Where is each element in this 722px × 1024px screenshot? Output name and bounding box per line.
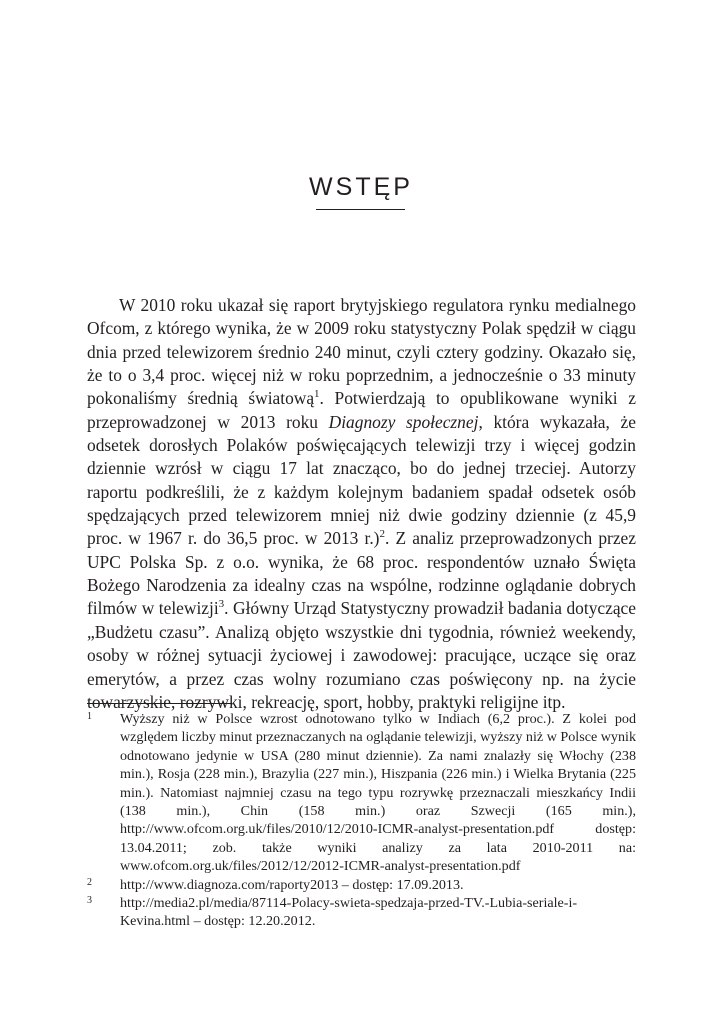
body-paragraph (87, 294, 636, 714)
footnote-separator (87, 703, 232, 704)
body-text-segment: W 2010 roku ukazał się raport brytyjskiego regulatora rynku medialnego Ofcom, z którego wynika, że w 2009 roku statystyczny Polak spędził w ciągu dnia przed telewizorem średnio 240 minut, czyli cztery godziny. Okazało się, że to o 3,4 proc. więcej niż w roku poprzednim, a jednocześnie o 33 minuty pokonaliśmy średnią światową (87, 295, 636, 409)
body-text-segment: . Potwierdzają to opublikowane wyniki z przeprowadzonej w 2013 roku (87, 388, 636, 432)
footnote-reference-1: 1 (314, 388, 320, 401)
footnote-number: 3 (87, 895, 92, 907)
footnote-text: Wyższy niż w Polsce wzrost odnotowano tylko w Indiach (6,2 proc.). Z kolei pod względem liczby minut przeznaczanych na oglądanie telewizji, wyższy niż w Polsce wynik odnotowano jedynie w USA (280 minut dziennie). Za nami znalazły się Włochy (238 min.), Rosja (228 min.), Brazylia (227 min.), Hiszpania (226 min.) i Wielka Brytania (225 min.). Natomiast najmniej czasu na tego typu rozrywkę przeznaczali mieszkańcy Indii (138 min.), Chin (158 min.) oraz Szwecji (165 min.), http://www.ofcom.org.uk/files/2010/12/2010-ICMR-analyst-presentation.pdf dostęp: 13.04.2011; zob. także wyniki analizy za lata 2010-2011 na: www.ofcom.org.uk/files/2012/12/2012-ICMR-analyst-presentation.pdf (120, 711, 636, 875)
footnote-1 (87, 710, 636, 876)
footnote-text: http://www.diagnoza.com/raporty2013 – dostęp: 17.09.2013. (120, 876, 464, 893)
footnote-reference-3: 3 (218, 598, 225, 611)
footnote-number: 1 (87, 711, 92, 722)
footnote-text: http://media2.pl/media/87114-Polacy-swieta-spedzaja-przed-TV.-Lubia-seriale-i-Kevina.html – dostęp: 12.20.2012. (120, 895, 578, 930)
footnote-3 (87, 894, 636, 931)
body-text-segment: . Główny Urząd Statystyczny prowadził badania dotyczące „Budżetu czasu”. Analizą objęto wszystkie dni tygodnia, również weekendy, osoby w różnej sytuacji życiowej i zawodowej: pracujące, uczące się oraz emerytów, a przez czas wolny rozumiano czas poświęcony np. na życie towarzyskie, rozrywki, rekreację, sport, hobby, praktyki religijne itp. (87, 598, 636, 712)
body-text-segment: . Z analiz przeprowadzonych przez UPC Polska Sp. z o.o. wynika, że 68 proc. respondentów uznało Święta Bożego Narodzenia za idealny czas na wspólne, rodzinne oglądanie dobrych filmów w telewizji (87, 528, 636, 619)
chapter-title: WSTĘP (309, 173, 413, 201)
footnote-reference-2: 2 (379, 528, 385, 541)
footnote-number: 2 (87, 876, 92, 888)
body-text-segment: , która wykazała, że odsetek dorosłych Polaków poświęcających telewizji trzy i więcej godzin dziennie wzrósł w ciągu 17 lat znacząco, bo do jednej trzeciej. Autorzy raportu podkreślili, że z każdym kolejnym badaniem spadał odsetek osób spędzających przed telewizorem mniej niż dwie godziny dziennie (z 45,9 proc. w 1967 r. do 36,5 proc. w 2013 r.) (87, 411, 636, 549)
publication-title: Diagnozy społecznej (328, 411, 479, 432)
footnote-2 (87, 876, 636, 894)
title-underline (316, 209, 405, 210)
footnotes-list (87, 710, 636, 931)
